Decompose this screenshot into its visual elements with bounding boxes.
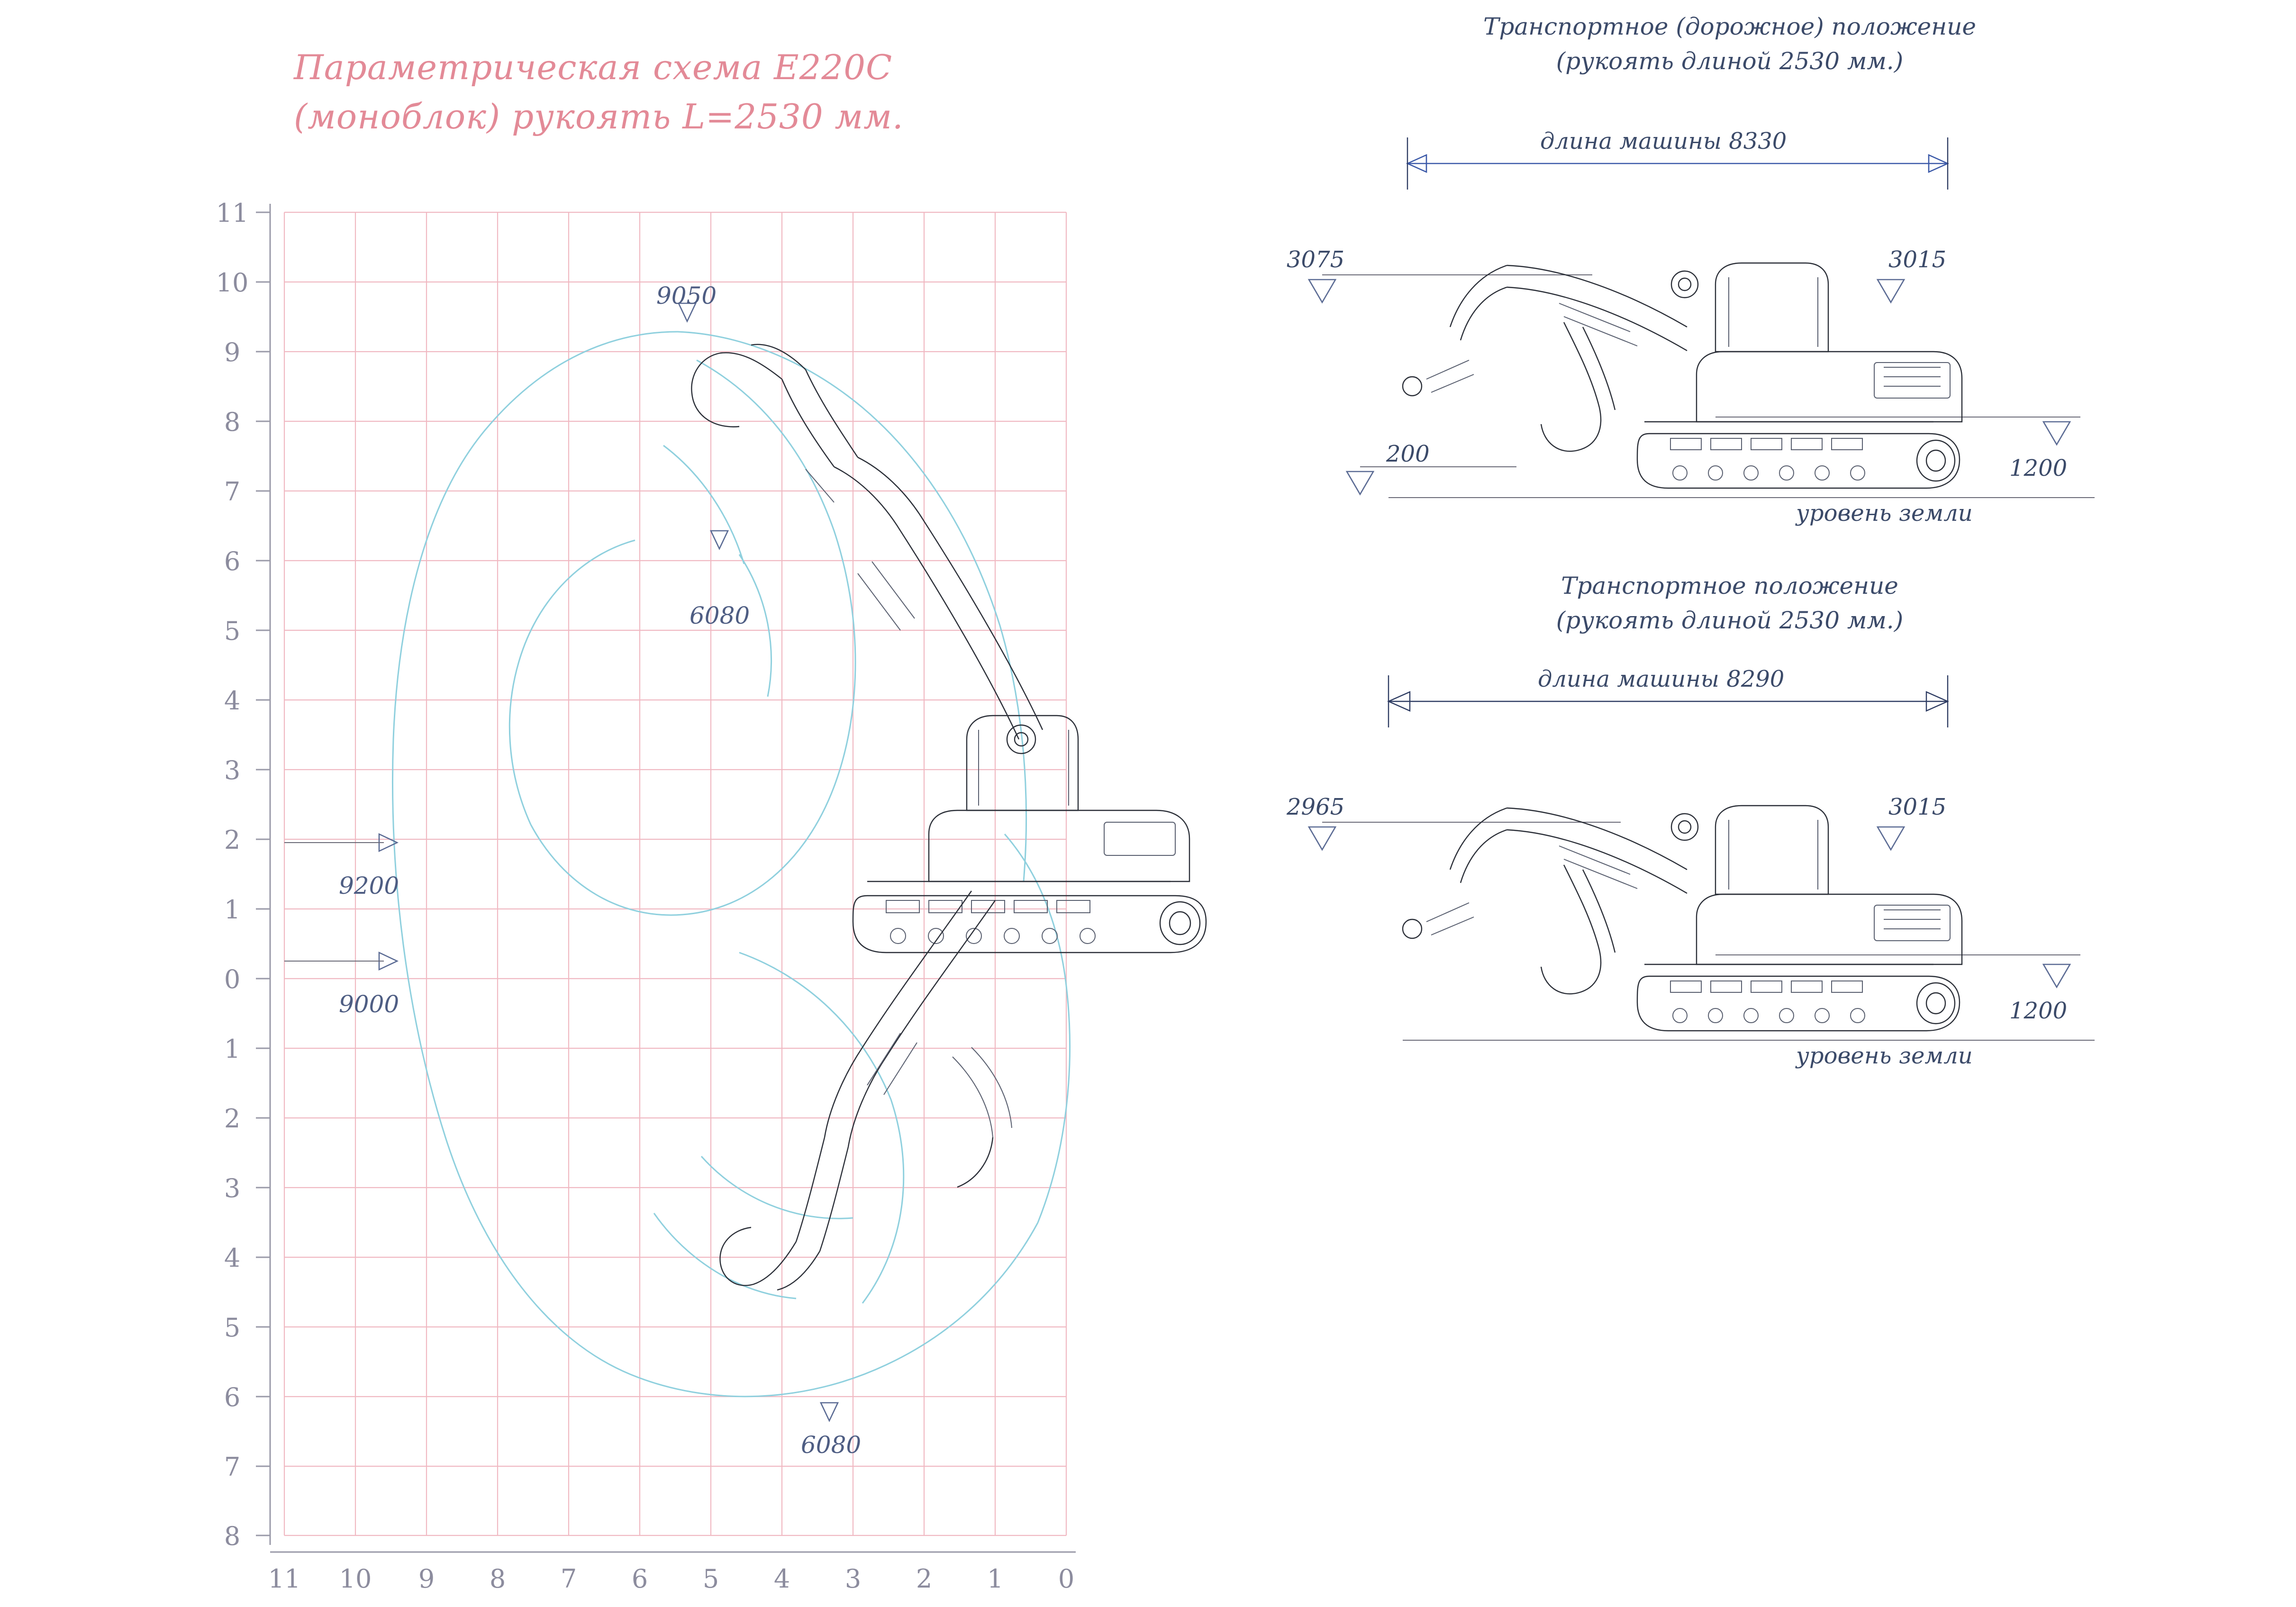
- panel-top-heading-line1: Транспортное (дорожное) положение: [1483, 13, 1976, 40]
- y-tick-m4: 4: [224, 1243, 241, 1273]
- title-line-1: Параметрическая схема E220C: [294, 47, 893, 87]
- panel-top-front-height: 3075: [1287, 246, 1345, 273]
- y-tick-0: 0: [224, 964, 241, 994]
- y-tick-m5: 5: [224, 1313, 241, 1343]
- panel-top-heading-line2: (рукоять длиной 2530 мм.): [1556, 47, 1904, 75]
- y-tick-7: 7: [224, 477, 241, 507]
- x-tick-9: 9: [418, 1564, 435, 1594]
- x-tick-4: 4: [773, 1564, 790, 1594]
- x-tick-7: 7: [560, 1564, 577, 1594]
- panel-bottom-drawing: [1309, 675, 2095, 1040]
- y-tick-9: 9: [224, 337, 241, 367]
- y-tick-10: 10: [216, 268, 249, 298]
- panel-bottom-heading-line1: Транспортное положение: [1561, 572, 1898, 599]
- x-tick-8: 8: [489, 1564, 506, 1594]
- panel-bottom-heading-line2: (рукоять длиной 2530 мм.): [1556, 606, 1904, 634]
- y-tick-m3: 3: [224, 1173, 241, 1203]
- panel-top-track-height: 1200: [2009, 455, 2068, 481]
- callout-max-reach: 9200: [339, 872, 399, 899]
- panel-top-length-label: длина машины 8330: [1540, 128, 1787, 154]
- y-tick-m8: 8: [224, 1521, 241, 1551]
- panel-bottom-ground-label: уровень земли: [1796, 1043, 1973, 1069]
- panel-bottom-front-height: 2965: [1287, 794, 1345, 820]
- x-tick-2: 2: [916, 1564, 933, 1594]
- y-tick-m2: 2: [224, 1104, 241, 1134]
- y-tick-8: 8: [224, 407, 241, 437]
- y-tick-11: 11: [216, 198, 249, 228]
- x-tick-11: 11: [268, 1564, 301, 1594]
- title-line-2: (моноблок) рукоять L=2530 мм.: [294, 97, 904, 137]
- y-tick-3: 3: [224, 755, 241, 785]
- y-tick-1: 1: [224, 895, 241, 925]
- callout-max-reach-ground: 9000: [339, 990, 399, 1018]
- y-tick-2: 2: [224, 825, 241, 855]
- x-tick-10: 10: [339, 1564, 372, 1594]
- x-tick-1: 1: [987, 1564, 1004, 1594]
- y-tick-5: 5: [224, 616, 241, 646]
- x-tick-6: 6: [631, 1564, 648, 1594]
- callout-max-dig-height: 9050: [656, 282, 717, 309]
- panel-bottom-rear-height: 3015: [1888, 794, 1947, 820]
- panel-top-ground-label: уровень земли: [1796, 500, 1973, 527]
- panel-top-bucket-ground: 200: [1386, 441, 1430, 467]
- x-tick-5: 5: [702, 1564, 719, 1594]
- panel-top-rear-height: 3015: [1888, 246, 1947, 273]
- x-tick-0: 0: [1058, 1564, 1075, 1594]
- y-tick-m7: 7: [224, 1452, 241, 1482]
- x-tick-3: 3: [844, 1564, 862, 1594]
- callout-max-dump-height: 6080: [690, 602, 750, 629]
- y-tick-m1: 1: [224, 1034, 241, 1064]
- panel-bottom-length-label: длина машины 8290: [1538, 666, 1785, 692]
- y-tick-6: 6: [224, 546, 241, 576]
- panel-bottom-track-height: 1200: [2009, 998, 2068, 1024]
- y-tick-4: 4: [224, 686, 241, 716]
- y-tick-m6: 6: [224, 1382, 241, 1412]
- callout-max-dig-depth: 6080: [801, 1431, 862, 1459]
